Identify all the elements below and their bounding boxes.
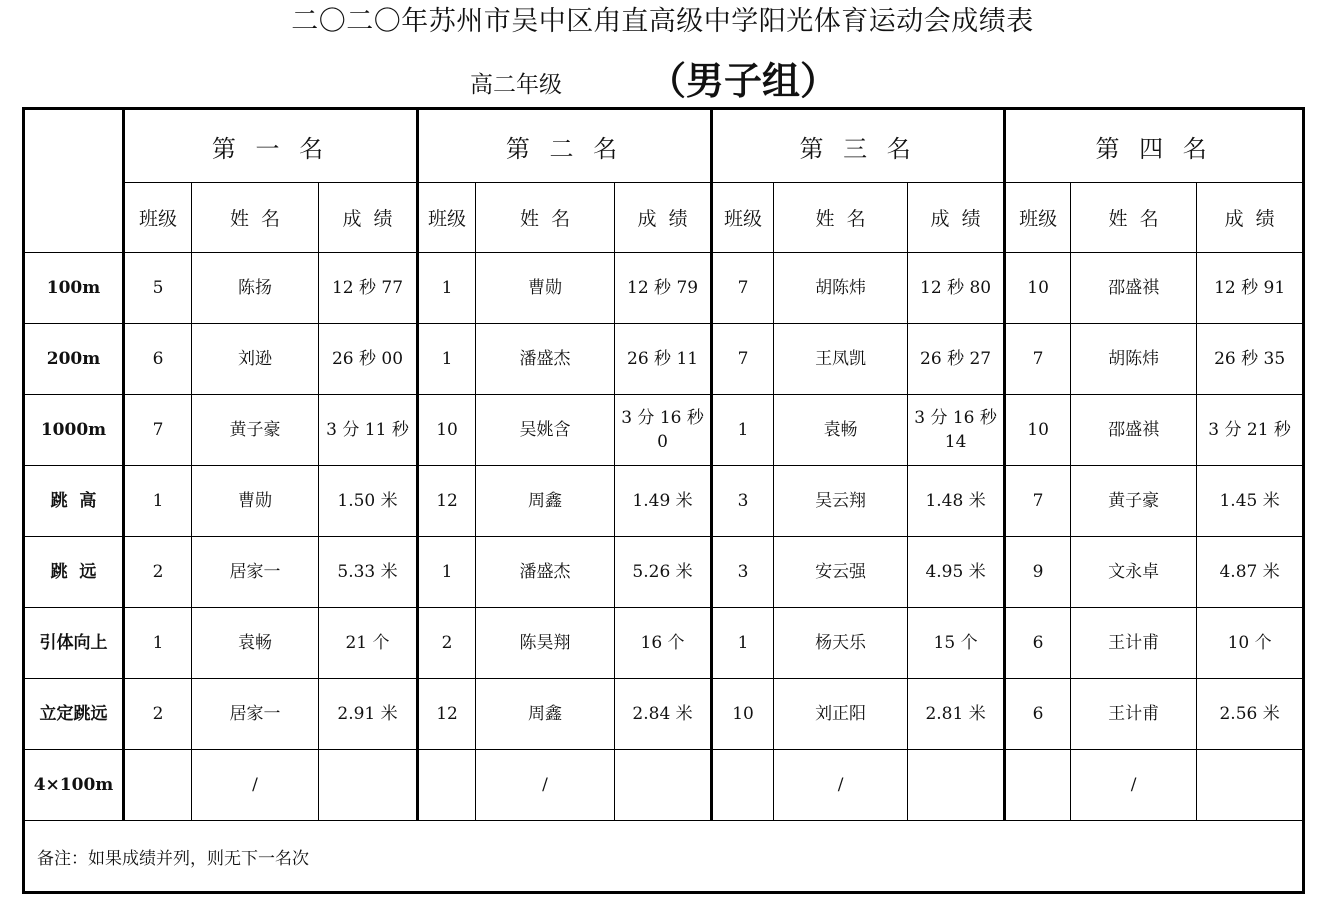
result-class: 1 — [418, 324, 476, 395]
result-score: 26 秒 00 — [319, 324, 418, 395]
grade-label: 高二年级 — [470, 72, 562, 98]
result-name: 吴云翔 — [774, 466, 908, 537]
event-name: 4×100m — [24, 750, 124, 821]
result-name: 袁畅 — [774, 395, 908, 466]
result-name: 曹勋 — [192, 466, 319, 537]
result-score: 16 个 — [615, 608, 712, 679]
result-class: 7 — [712, 324, 774, 395]
result-score — [319, 750, 418, 821]
corner-cell — [24, 109, 124, 253]
result-name: 周鑫 — [476, 679, 615, 750]
result-class: 1 — [418, 253, 476, 324]
result-name: 周鑫 — [476, 466, 615, 537]
result-class: 7 — [124, 395, 192, 466]
event-row — [24, 679, 1304, 750]
group-label: （男子组） — [648, 58, 839, 103]
result-class: 1 — [418, 537, 476, 608]
result-score: 2.91 米 — [319, 679, 418, 750]
column-header-score: 成 绩 — [1197, 183, 1304, 253]
result-score: 21 个 — [319, 608, 418, 679]
result-score: 12 秒 77 — [319, 253, 418, 324]
rank-header-row — [24, 109, 1304, 183]
result-score: 1.49 米 — [615, 466, 712, 537]
result-name: 吴姚含 — [476, 395, 615, 466]
result-class: 2 — [418, 608, 476, 679]
result-name: / — [774, 750, 908, 821]
result-class — [712, 750, 774, 821]
result-score: 5.26 米 — [615, 537, 712, 608]
result-class: 10 — [1005, 395, 1071, 466]
result-class: 7 — [1005, 324, 1071, 395]
column-header-class: 班级 — [712, 183, 774, 253]
column-header-class: 班级 — [124, 183, 192, 253]
result-name: 邵盛祺 — [1071, 395, 1197, 466]
result-score — [908, 750, 1005, 821]
result-score: 15 个 — [908, 608, 1005, 679]
result-name: 杨天乐 — [774, 608, 908, 679]
result-class: 1 — [124, 608, 192, 679]
result-name: 居家一 — [192, 679, 319, 750]
column-header-name: 姓 名 — [774, 183, 908, 253]
result-score: 3 分 21 秒 — [1197, 395, 1304, 466]
column-header-name: 姓 名 — [192, 183, 319, 253]
note-row — [24, 821, 1304, 893]
event-name: 跳 高 — [24, 466, 124, 537]
result-class: 2 — [124, 537, 192, 608]
results-table — [22, 107, 1305, 894]
result-score: 12 秒 80 — [908, 253, 1005, 324]
result-score — [615, 750, 712, 821]
result-name: 胡陈炜 — [1071, 324, 1197, 395]
result-class: 12 — [418, 466, 476, 537]
result-name: 邵盛祺 — [1071, 253, 1197, 324]
result-class: 6 — [1005, 608, 1071, 679]
event-name: 1000m — [24, 395, 124, 466]
result-score: 2.81 米 — [908, 679, 1005, 750]
result-name: 曹勋 — [476, 253, 615, 324]
column-header-name: 姓 名 — [1071, 183, 1197, 253]
result-name: 王计甫 — [1071, 608, 1197, 679]
result-class: 12 — [418, 679, 476, 750]
result-class: 10 — [712, 679, 774, 750]
result-score: 26 秒 35 — [1197, 324, 1304, 395]
result-score: 1.45 米 — [1197, 466, 1304, 537]
result-name: 潘盛杰 — [476, 537, 615, 608]
result-name: 刘逊 — [192, 324, 319, 395]
result-class: 1 — [712, 608, 774, 679]
rank-header-1: 第 一 名 — [124, 109, 418, 183]
result-class: 3 — [712, 537, 774, 608]
result-class: 10 — [418, 395, 476, 466]
result-class: 6 — [1005, 679, 1071, 750]
result-name: 潘盛杰 — [476, 324, 615, 395]
result-name: 袁畅 — [192, 608, 319, 679]
result-class: 2 — [124, 679, 192, 750]
result-name: / — [476, 750, 615, 821]
result-class — [418, 750, 476, 821]
result-score: 3 分 16 秒 0 — [615, 395, 712, 466]
result-name: 王计甫 — [1071, 679, 1197, 750]
event-row — [24, 537, 1304, 608]
event-row — [24, 466, 1304, 537]
result-class: 9 — [1005, 537, 1071, 608]
result-class — [124, 750, 192, 821]
result-score: 12 秒 79 — [615, 253, 712, 324]
result-score — [1197, 750, 1304, 821]
result-score: 12 秒 91 — [1197, 253, 1304, 324]
result-score: 3 分 11 秒 — [319, 395, 418, 466]
column-header-score: 成 绩 — [319, 183, 418, 253]
result-class: 1 — [124, 466, 192, 537]
result-name: 黄子豪 — [192, 395, 319, 466]
event-row — [24, 608, 1304, 679]
event-row — [24, 750, 1304, 821]
event-name: 跳 远 — [24, 537, 124, 608]
result-class: 5 — [124, 253, 192, 324]
result-name: 居家一 — [192, 537, 319, 608]
result-score: 10 个 — [1197, 608, 1304, 679]
event-row — [24, 395, 1304, 466]
result-score: 1.48 米 — [908, 466, 1005, 537]
result-name: 安云强 — [774, 537, 908, 608]
event-name: 引体向上 — [24, 608, 124, 679]
result-name: 陈昊翔 — [476, 608, 615, 679]
event-row — [24, 253, 1304, 324]
event-row — [24, 324, 1304, 395]
event-name: 100m — [24, 253, 124, 324]
column-header-score: 成 绩 — [908, 183, 1005, 253]
result-score: 5.33 米 — [319, 537, 418, 608]
event-name: 200m — [24, 324, 124, 395]
result-class — [1005, 750, 1071, 821]
rank-header-3: 第 三 名 — [712, 109, 1005, 183]
result-score: 26 秒 11 — [615, 324, 712, 395]
result-name: 陈扬 — [192, 253, 319, 324]
result-name: 胡陈炜 — [774, 253, 908, 324]
event-name: 立定跳远 — [24, 679, 124, 750]
rank-header-2: 第 二 名 — [418, 109, 712, 183]
result-name: 刘正阳 — [774, 679, 908, 750]
column-header-class: 班级 — [1005, 183, 1071, 253]
column-header-row — [24, 183, 1304, 253]
result-score: 4.87 米 — [1197, 537, 1304, 608]
result-score: 1.50 米 — [319, 466, 418, 537]
result-class: 1 — [712, 395, 774, 466]
result-class: 7 — [712, 253, 774, 324]
column-header-class: 班级 — [418, 183, 476, 253]
document-title: 二〇二〇年苏州市吴中区甪直高级中学阳光体育运动会成绩表 — [291, 6, 1034, 37]
result-score: 2.84 米 — [615, 679, 712, 750]
result-class: 7 — [1005, 466, 1071, 537]
result-class: 3 — [712, 466, 774, 537]
result-class: 6 — [124, 324, 192, 395]
rank-header-4: 第 四 名 — [1005, 109, 1304, 183]
result-score: 4.95 米 — [908, 537, 1005, 608]
result-name: / — [1071, 750, 1197, 821]
column-header-name: 姓 名 — [476, 183, 615, 253]
column-header-score: 成 绩 — [615, 183, 712, 253]
result-score: 26 秒 27 — [908, 324, 1005, 395]
result-score: 3 分 16 秒 14 — [908, 395, 1005, 466]
result-score: 2.56 米 — [1197, 679, 1304, 750]
result-name: 文永卓 — [1071, 537, 1197, 608]
result-name: 王凤凯 — [774, 324, 908, 395]
result-class: 10 — [1005, 253, 1071, 324]
result-name: 黄子豪 — [1071, 466, 1197, 537]
note-text: 备注：如果成绩并列，则无下一名次 — [24, 821, 1304, 893]
result-name: / — [192, 750, 319, 821]
